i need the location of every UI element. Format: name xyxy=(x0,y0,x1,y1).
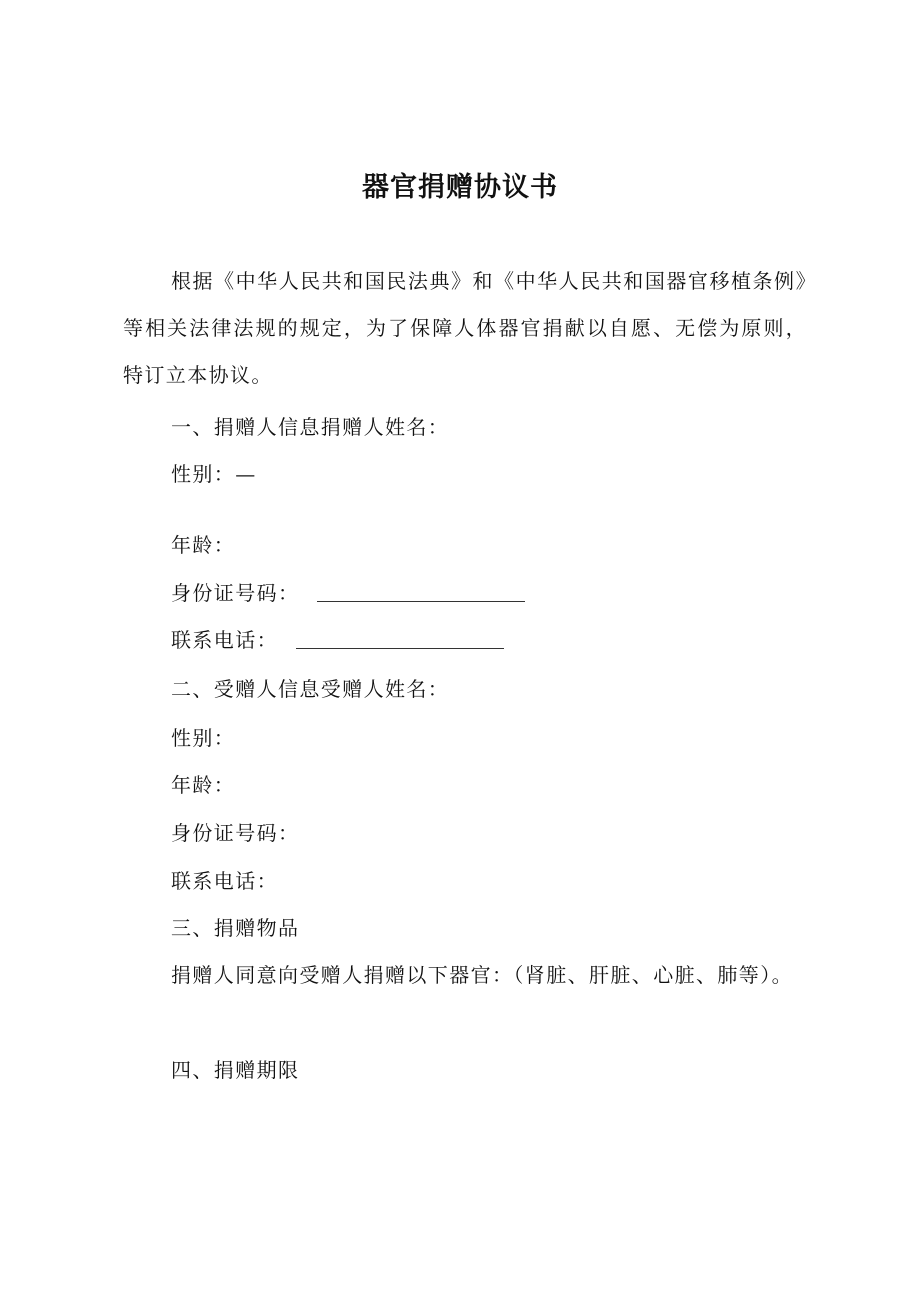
donor-section-heading: 一、捐赠人信息捐赠人姓名： xyxy=(171,415,450,439)
donation-items-heading: 三、捐赠物品 xyxy=(171,916,300,940)
donor-gender: 性别：— xyxy=(171,462,257,486)
recipient-id-number: 身份证号码： xyxy=(171,821,300,845)
recipient-age: 年龄： xyxy=(171,773,236,797)
donation-term-heading: 四、捐赠期限 xyxy=(171,1058,300,1082)
donor-id-blank xyxy=(317,581,525,602)
donor-age: 年龄： xyxy=(171,533,236,557)
page-title: 器官捐赠协议书 xyxy=(362,172,558,203)
donor-phone-blank xyxy=(296,628,504,649)
donation-items-body: 捐赠人同意向受赠人捐赠以下器官：（肾脏、肝脏、心脏、肺等）。 xyxy=(171,963,793,987)
intro-paragraph: 根据《中华人民共和国民法典》和《中华人民共和国器官移植条例》等相关法律法规的规定，为了保障人体器官捐献以自愿、无偿为原则，特订立本协议。 xyxy=(123,269,807,387)
donor-id-row xyxy=(171,578,525,608)
recipient-gender: 性别： xyxy=(171,726,236,750)
donor-phone-label: 联系电话： xyxy=(171,628,278,652)
recipient-phone: 联系电话： xyxy=(171,869,278,893)
donor-id-label: 身份证号码： xyxy=(171,581,300,605)
recipient-section-heading: 二、受赠人信息受赠人姓名： xyxy=(171,677,450,701)
donor-phone-row xyxy=(171,625,504,655)
